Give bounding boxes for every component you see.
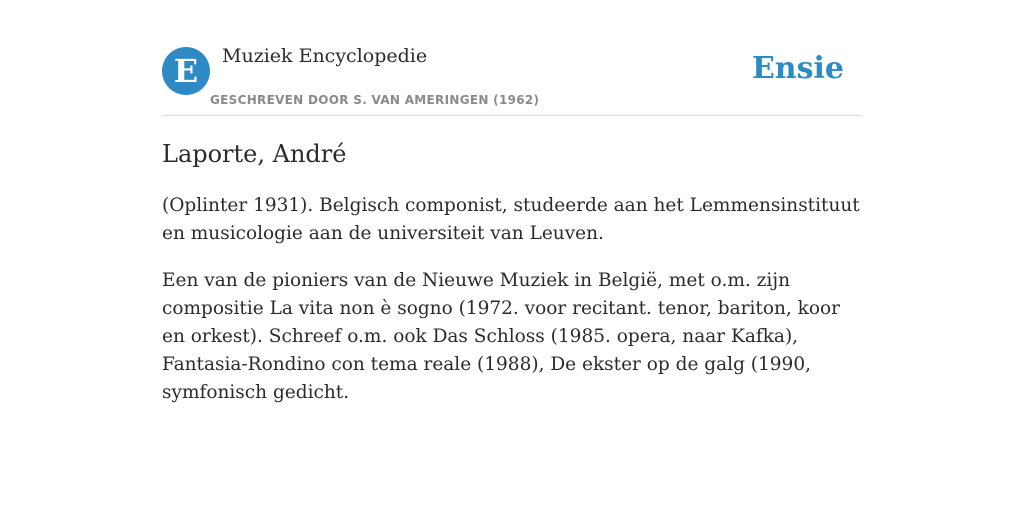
page-container bbox=[162, 0, 862, 403]
encyclopedia-logo-icon[interactable]: E bbox=[162, 47, 210, 95]
article-paragraph: (Oplinter 1931). Belgisch componist, studeerde aan het Lemmensinstituut en musicologie aan de universiteit van Leuven. bbox=[162, 195, 860, 244]
header bbox=[162, 0, 862, 116]
author-line: GESCHREVEN DOOR S. VAN AMERINGEN (1962) bbox=[210, 93, 540, 107]
brand-logo[interactable]: Ensie bbox=[751, 51, 844, 86]
article-paragraph: Een van de pioniers van de Nieuwe Muziek in België, met o.m. zijn compositie La vita non è sogno (1972. voor recitant. tenor, bariton, koor en orkest). Schreef o.m. ook Das Schloss (1985. opera, naar Kafka), Fantasia-Rondino con tema reale (1988), De ekster op de galg (1990, symfonisch gedicht. bbox=[162, 270, 840, 403]
page-title: Laporte, André bbox=[162, 140, 347, 168]
source-title[interactable]: Muziek Encyclopedie bbox=[222, 45, 428, 67]
